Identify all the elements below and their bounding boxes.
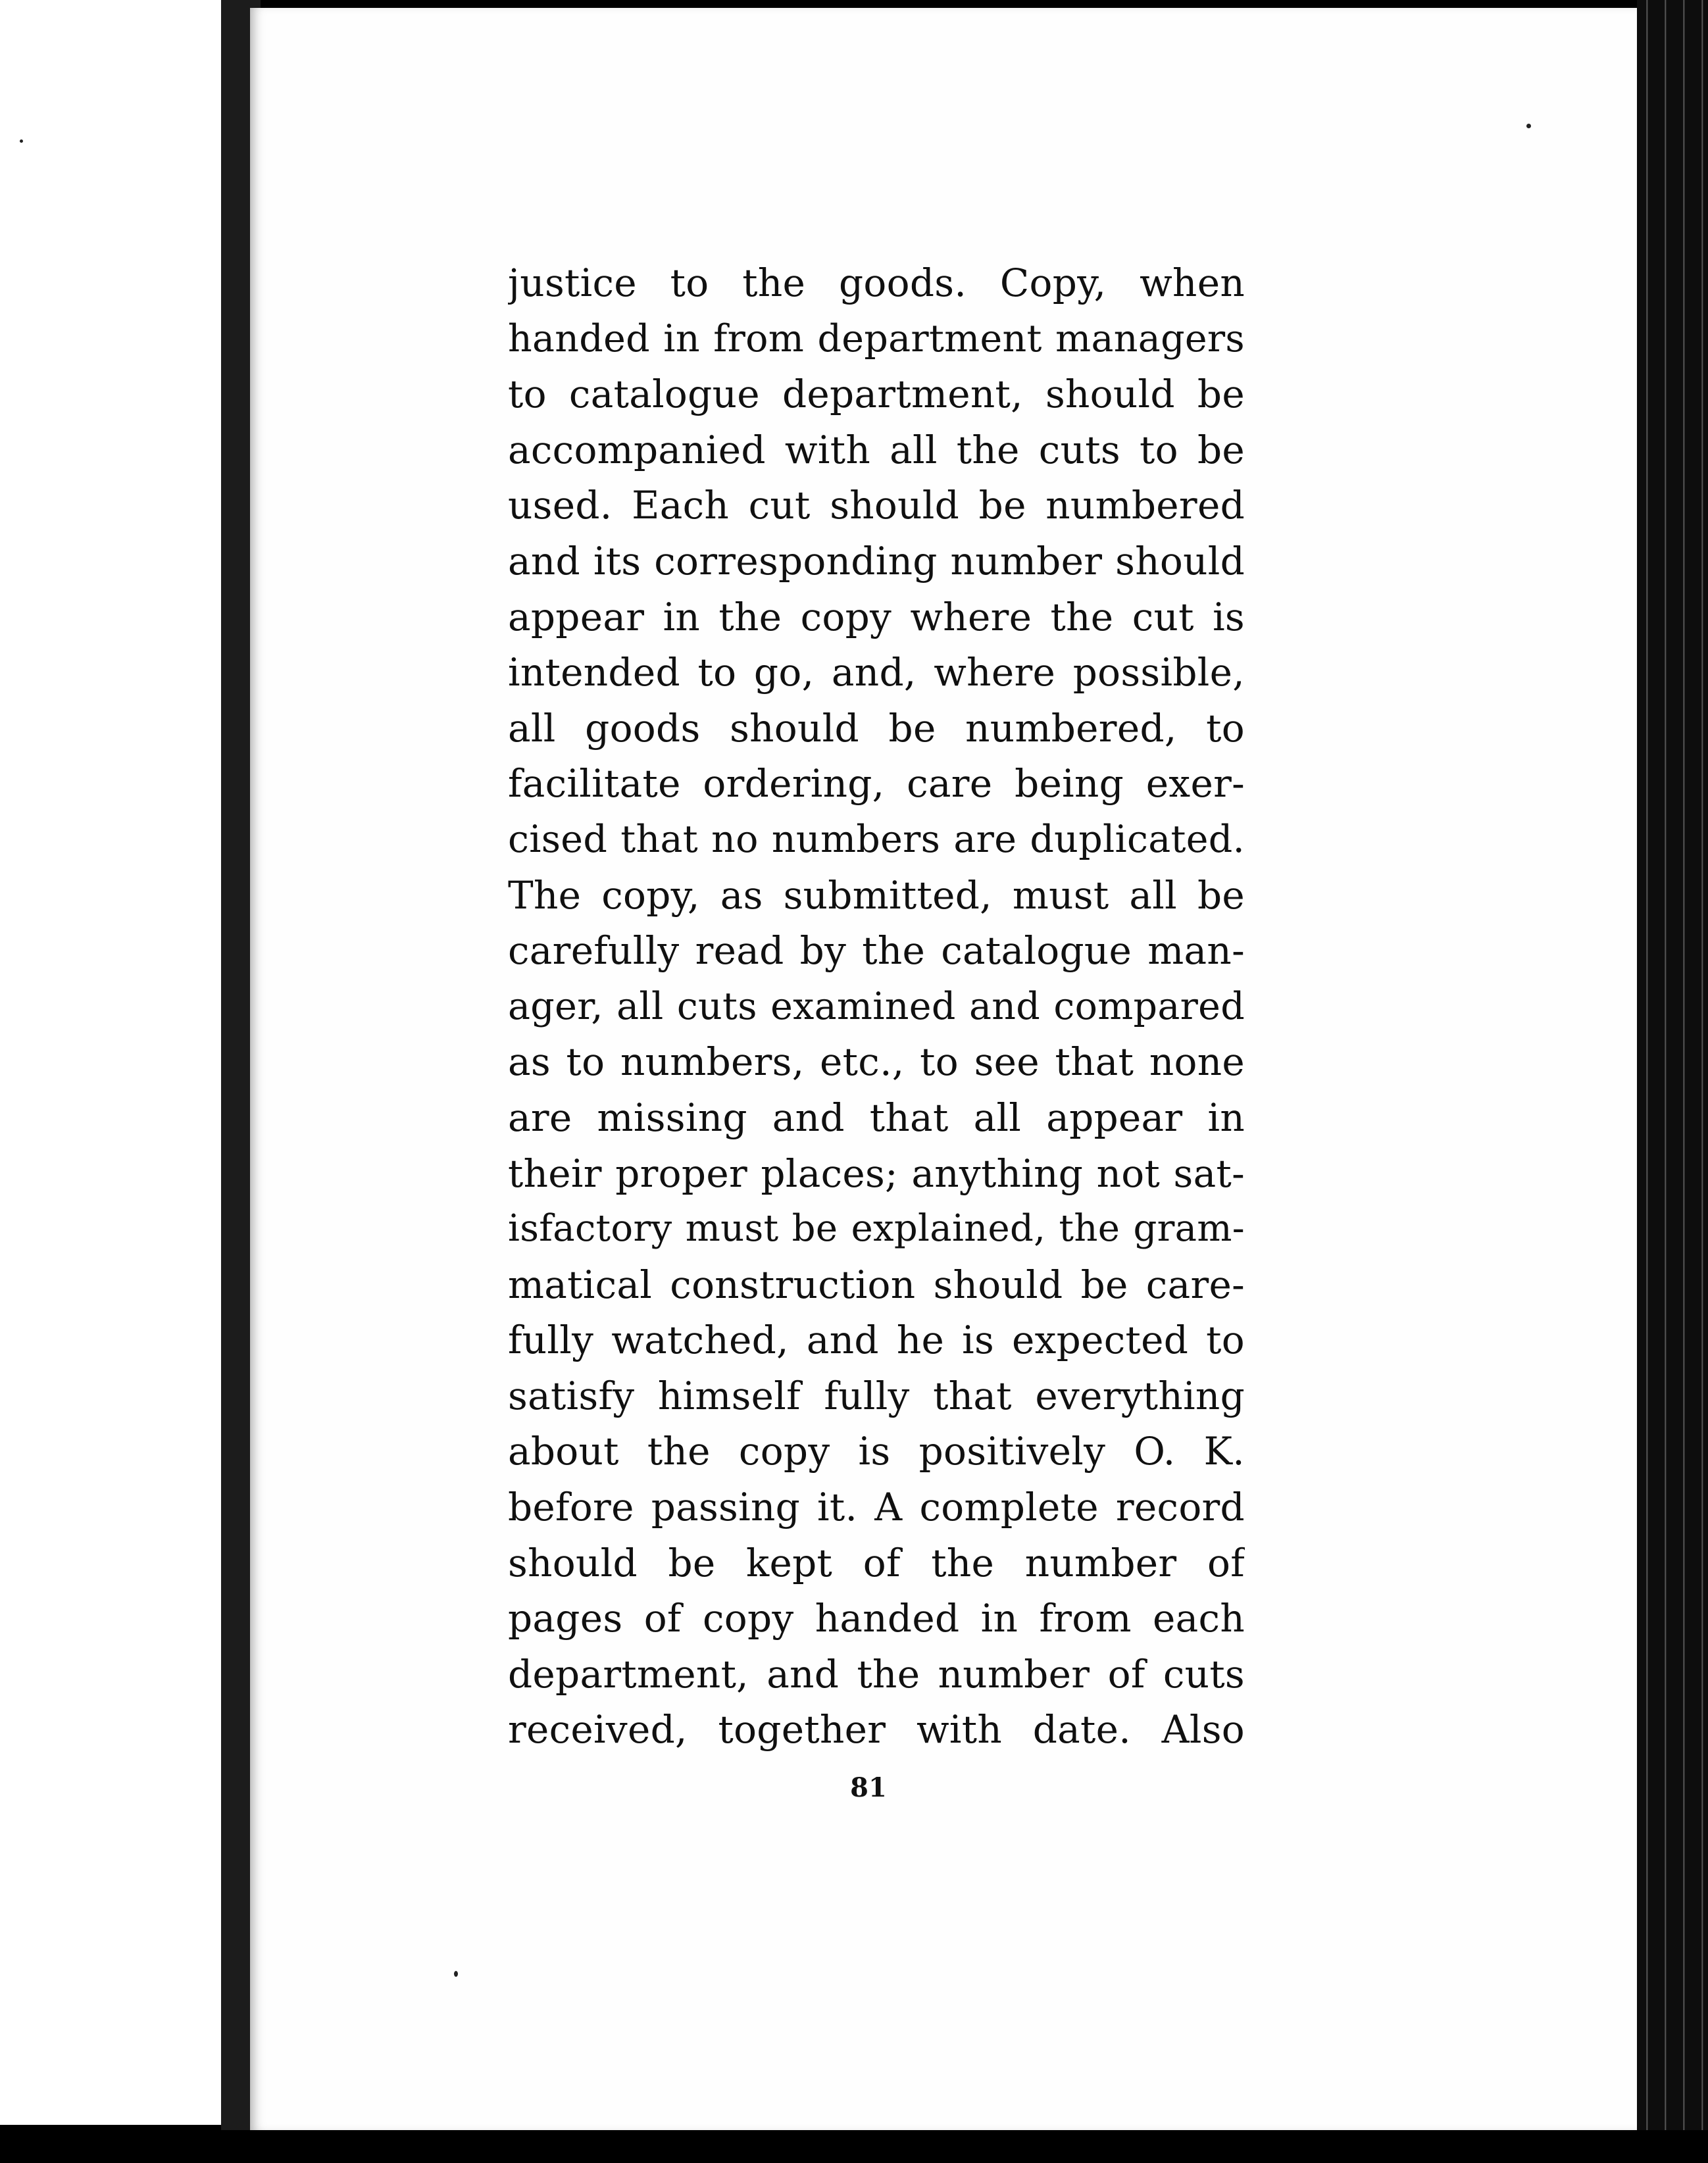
text-line: used. Each cut should be numbered bbox=[508, 483, 1245, 528]
body-text bbox=[508, 255, 1245, 1758]
text-line: are missing and that all appear in bbox=[508, 1095, 1245, 1140]
text-line: about the copy is positively O. K. bbox=[508, 1429, 1245, 1474]
text-line: pages of copy handed in from each bbox=[508, 1596, 1245, 1641]
previous-page-edge bbox=[0, 0, 226, 2125]
text-line: satisfy himself fully that everything bbox=[508, 1373, 1245, 1418]
text-line: justice to the goods. Copy, when bbox=[508, 261, 1245, 305]
text-line: their proper places; anything not sat- bbox=[508, 1151, 1245, 1196]
text-line: matical construction should be care- bbox=[508, 1262, 1245, 1307]
scan-speck bbox=[20, 139, 23, 143]
text-line: carefully read by the catalogue man- bbox=[508, 928, 1245, 974]
text-line: appear in the copy where the cut is bbox=[508, 594, 1245, 639]
scan-speck bbox=[454, 1971, 458, 1977]
text-line: isfactory must be explained, the gram- bbox=[508, 1207, 1245, 1251]
text-line: should be kept of the number of bbox=[508, 1540, 1245, 1585]
text-line: department, and the number of cuts bbox=[508, 1651, 1245, 1697]
text-line: The copy, as submitted, must all be bbox=[508, 872, 1245, 918]
text-line: all goods should be numbered, to bbox=[508, 705, 1245, 751]
text-line: received, together with date. Also bbox=[508, 1707, 1245, 1753]
text-line: and its corresponding number should bbox=[508, 538, 1245, 584]
text-line: before passing it. A complete record bbox=[508, 1485, 1245, 1530]
scan-bottom-border bbox=[0, 2130, 1708, 2163]
text-line: as to numbers, etc., to see that none bbox=[508, 1039, 1245, 1085]
text-line: intended to go, and, where possible, bbox=[508, 650, 1245, 695]
text-line: fully watched, and he is expected to bbox=[508, 1318, 1245, 1363]
book-right-edge bbox=[1637, 0, 1708, 2163]
text-line: handed in from department managers bbox=[508, 316, 1245, 360]
scan-speck bbox=[1526, 124, 1531, 128]
text-line: cised that no numbers are duplicated. bbox=[508, 817, 1245, 861]
page-number: 81 bbox=[850, 1772, 887, 1803]
text-line: accompanied with all the cuts to be bbox=[508, 427, 1245, 472]
text-line: ager, all cuts examined and compared bbox=[508, 984, 1245, 1028]
text-line: facilitate ordering, care being exer- bbox=[508, 761, 1245, 807]
text-line: to catalogue department, should be bbox=[508, 372, 1245, 417]
